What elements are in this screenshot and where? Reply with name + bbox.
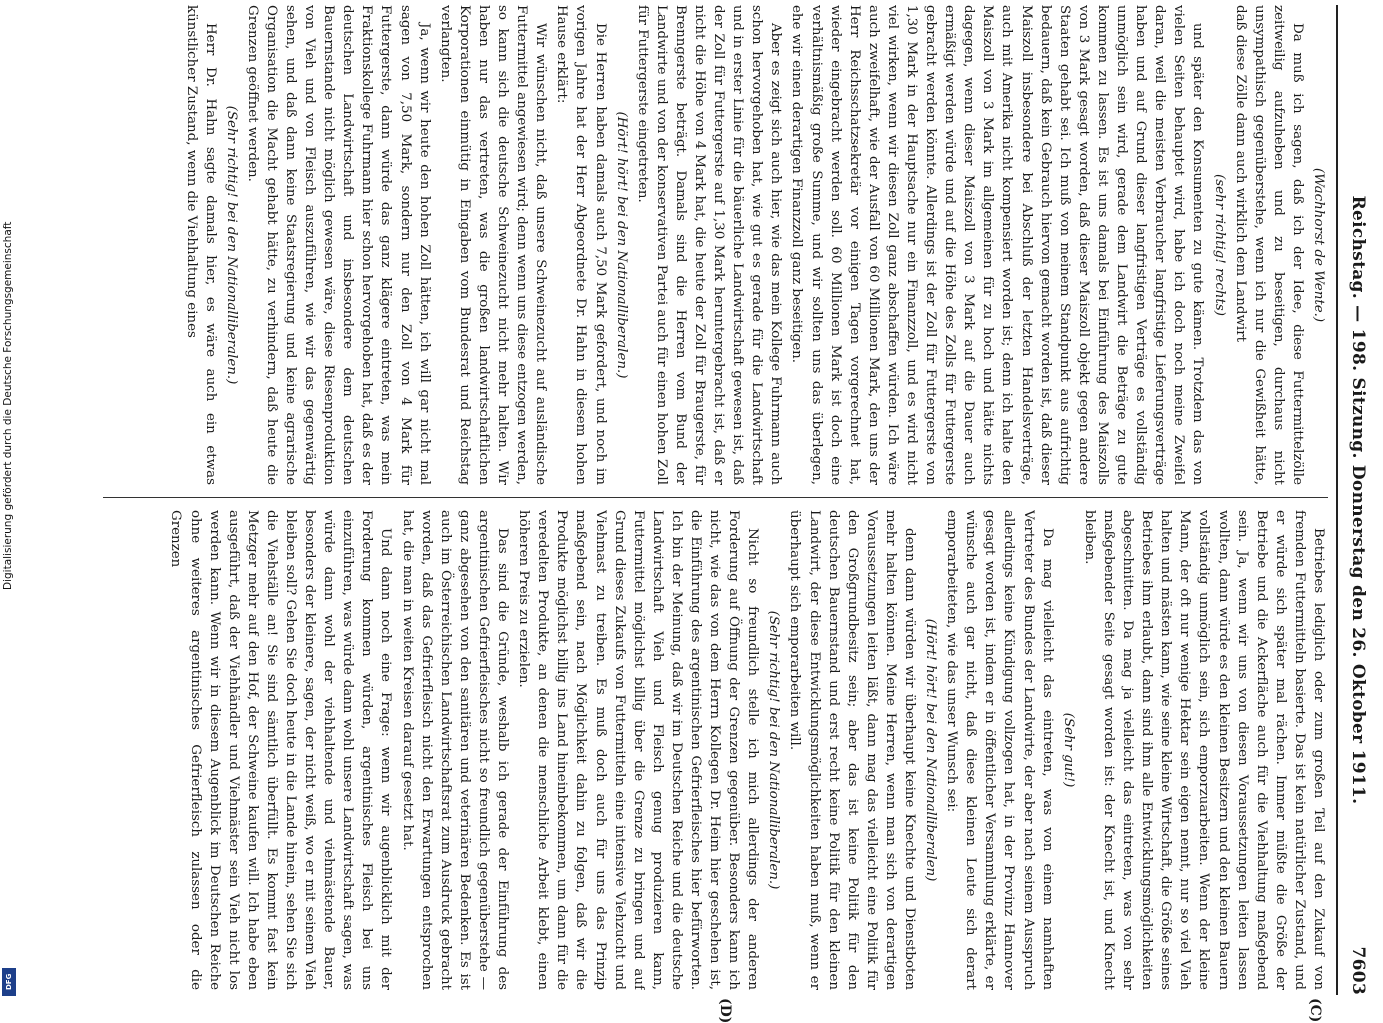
column-divider: [103, 497, 1328, 498]
paragraph: (Sehr richtig! bei den Nationalliberalen.): [222, 5, 241, 485]
paragraph: Und dann noch eine Frage: wenn wir augenblicklich mit der Forderung kommen würden, argentinisches Fleisch bei uns einzuführen, was würde dann wohl unsere Landwirtschaft sagen, was würde dann wohl der viehhaltende und viehmästende Bauer, besonders der kleinere, sagen, der nicht weiß, wo er mit seinem Vieh bleiben soll? Gehen Sie doch heute in die Lande hinein, sehen Sie sich die Viehställe an! Sie sind sämtlich überfüllt. Es kommt fast kein Metzger mehr auf den Hof, der Schweine kaufen will. Ich habe eben ausgeführt, daß der Viehhändler und Viehmäster sein Vieh nicht los werden kann. Wenn wir in diesem Augenblick im Deutschen Reiche ohne weiteres argentinisches Gefrierfleisch zulassen oder die Grenzen: [166, 510, 395, 990]
dfg-logo: DFG: [2, 968, 16, 996]
paragraph: Da muß ich sagen, daß ich der Idee, diese Futtermittelzölle zeitweilig aufzuheben und zu beseitigen, durchaus nicht unsympathisch gegenüberstehe, wenn ich nur die Gewißheit hätte, daß diese Zölle dann auch wirklich dem Landwirt: [1231, 5, 1307, 485]
paragraph: denn dann würden wir überhaupt keine Knechte und Dienstboten mehr halten können. Meine Herren, wenn man sich von derartigen Voraussetzungen leiten läßt, dann mag das vielleicht eine Politik für den Großgrundbesitz sein; aber das ist keine Politik für den deutschen Bauernstand und erst recht keine Politik für den kleinen Landwirt, der diese Entwicklungsmöglichkeiten haben muß, wenn er überhaupt sich emporarbeiten will.: [785, 510, 919, 990]
rotated-page: [88, 5, 1378, 995]
document-page: [40, 0, 1383, 1000]
page-number: 7603: [1348, 935, 1368, 995]
paragraph: (sehr richtig! rechts): [1209, 5, 1228, 485]
left-column: [98, 5, 1328, 485]
paragraph: Wir wünschen nicht, daß unsere Schweinezucht auf ausländische Futtermittel angewiesen wird; denn wenn uns diese entzogen werden, so kann sich die deutsche Schweinezucht nicht mehr halten. Wir haben nur das vertreten, was die großen landwirtschaftlichen Korporationen einmütig in Eingaben vom Bundesrat und Reichstag verlangten.: [436, 5, 551, 485]
paragraph: Aber es zeigt sich auch hier, wie das mein Kollege Fuhrmann auch schon hervorgehoben hat, wie gut es gerade für die Landwirtschaft und in erster Linie für die bäuerliche Landwirtschaft gewesen ist, daß der Zoll für Futtergerste auf 1,30 Mark heruntergebracht ist, daß er nicht die Höhe von 4 Mark hat, die heute der Zoll für Braugerste, für Brenngerste beträgt. Damals sind die Herren vom Bund der Landwirte und von der konservativen Partei auch für einen hohen Zoll für Futtergerste eingetreten.: [633, 5, 786, 485]
paragraph: (Sehr gut!): [1059, 510, 1078, 990]
header-rule: [1336, 5, 1338, 995]
paragraph: Ja, wenn wir heute den hohen Zoll hätten, ich will gar nicht mal sagen von 7,50 Mark, sondern nur den Zoll von 4 Mark für Futtergerste, dann würde das ganz klägere eintreten, was mein Fraktionskollege Fuhrmann hier schon hervorgehoben hat, daß es der deutschen Landwirtschaft und insbesondere dem deutschen Bauernstande nicht möglich gewesen wäre, diese Riesenproduktion von Vieh und von Fleisch auszuführen, wie wir das gegenwärtig sehen, und daß dann keine Staatsregierung und keine agrarische Organisation die Macht gehabt hätte, zu verhindern, daß heute die Grenzen geöffnet werden.: [243, 5, 434, 485]
right-column: [98, 510, 1328, 990]
page-header: [1338, 5, 1378, 995]
paragraph: Nicht so freundlich stelle ich mich allerdings der anderen Forderung auf Öffnung der Grenzen gegenüber. Besonders kann ich nicht, wie das von dem Herrn Kollegen Dr. Heim hier geschehen ist, die Einführung des argentinischen Gefrierfleisches hier befürworten. Ich bin der Meinung, daß wir im Deutschen Reiche und die deutsche Landwirtschaft Vieh und Fleisch genug produzieren kann, Futtermittel möglichst billig über die Grenze zu bringen und auf Grund dieses Zukaufs von Futtermitteln eine intensive Viehzucht und Viehmast zu treiben. Es muß doch auch für uns das Prinzip maßgebend sein, nach Möglichkeit dahin zu folgen, daß wir die Produkte möglichst billig ins Land hineinbekommen, um dann für die veredelten Produkte, an denen die menschliche Arbeit klebt, einen höheren Preis zu erzielen.: [514, 510, 762, 990]
paragraph: (Wachhorst de Wente.): [1309, 5, 1328, 485]
paragraph: Die Herren haben damals auch 7,50 Mark gefordert, und noch im vorigen Jahre hat der Herr Abgeordnete Dr. Hahn in diesem hohen Hause erklärt:: [552, 5, 609, 485]
paragraph: Das sind die Gründe, weshalb ich gerade der Einführung des argentinischen Gefrierfleisches nicht so freundlich gegenüberstehe — ganz abgesehen von den sanitären und veterinären Bedenken. Es ist auch im Österreichischen Landwirtschaftsrat zum Ausdruck gebracht worden, daß das Gefrierfleisch nicht den Erwartungen entsprochen hat, die man in weiten Kreisen darauf gesetzt hat.: [398, 510, 513, 990]
paragraph: Da mag vielleicht das eintreten, was von einem namhaften Vertreter des Bundes der Landwirte, der aber nach seinem Ausspruch allerdings keine Kündigung vollzogen hat, in der Provinz Hannover gesagt worden ist, indem er in öffentlicher Versammlung erklärte, er wünsche auch gar nicht, daß diese kleinen Leute sich derart emporarbeiteten, wie das unser Wunsch sei:: [942, 510, 1057, 990]
header-title: Reichstag. — 198. Sitzung. Donnerstag den 26. Oktober 1911.: [1348, 65, 1368, 935]
paragraph: Betriebes lediglich oder zum großen Teil auf den Zukauf von fremden Futtermitteln basierte. Das ist kein natürlicher Zustand, und er würde sich später mal rächen. Immer müßte die Größe der Betriebe und die Ackerfläche auch für die Viehhaltung maßgebend sein. Ja, wenn wir uns von diesen Voraussetzungen leiten lassen wollten, dann würde es den kleinen Besitzern und den kleinen Bauern vollständig unmöglich sein, sich emporzuarbeiten. Wenn der kleine Mann, der oft nur wenige Hektar sein eigen nennt, nur so viel Vieh halten und mästen kann, wie seine kleine Wirtschaft, die Größe seines Betriebes ihm erlaubt, dann sind ihm alle Entwicklungsmöglichkeiten abgeschnitten. Da mag ja vielleicht das eintreten, was von sehr maßgebender Seite gesagt worden ist: der Knecht ist, und Knecht bleiben.: [1080, 510, 1328, 990]
paragraph: (Hört! hört! bei den Nationalliberalen): [921, 510, 940, 990]
digitization-credit: Digitalisierung gefördert durch die Deutsche Forschungsgemeinschaft: [2, 190, 18, 590]
margin-marker-c: (C): [1307, 998, 1323, 1022]
page-content: [88, 5, 1378, 995]
margin-marker-d: (D): [717, 998, 733, 1023]
paragraph: Herr Dr. Hahn sagte damals hier, es wäre auch ein etwas künstlicher Zustand, wenn die Viehhaltung eines: [181, 5, 219, 485]
paragraph: und später den Konsumenten zu gute kämen. Trotzdem das von vielen Seiten behauptet wird, habe ich doch noch meine Zweifel daran, weil die meisten Verbraucher langfristige Lieferungsverträge haben und auf Grund dieser langfristigen Verträge es vollständig unmöglich sein wird, gerade dem Landwirt die Beträge zu gute kommen zu lassen. Es ist uns damals bei Einführung des Maiszolls von 3 Mark gesagt worden, daß dieser Maiszoll objekt gegen andere Staaten gehabt sei. Ich muß von meinem Standpunkt aus aufrichtig bedauern, daß kein Gebrauch hiervon gemacht worden ist, daß dieser Maiszoll insbesondere bei Abschluß der letzten Handelsverträge, auch mit Amerika nicht kompensiert worden ist; denn ich halte den Maiszoll von 3 Mark im allgemeinen für zu hoch und hätte nichts dagegen, wenn dieser Maiszoll von 3 Mark auf die Dauer auch ermäßigt werden würde und auf die Höhe des Zolls für Futtergerste gebracht werden könnte. Allerdings ist der Zoll für Futtergerste von 1,30 Mark in der Hauptsache nur ein Finanzzoll, und es wird nicht viel wirken, wenn wir diesen Zoll ganz abschaffen würden. Ich wäre auch zweifelhaft, wie der Ausfall von 60 Millionen Mark, den uns der Herr Reichsschatzsekretär vor einigen Tagen vorgerechnet hat, wieder eingebracht werden soll. 60 Millionen Mark ist doch eine verhältnismäßig große Summe, und wir sollten uns das überlegen, ehe wir einen derartigen Finanzzoll ganz beseitigen.: [787, 5, 1207, 485]
paragraph: (Sehr richtig! bei den Nationalliberalen.): [764, 510, 783, 990]
paragraph: (Hört! hört! bei den Nationalliberalen.): [612, 5, 631, 485]
